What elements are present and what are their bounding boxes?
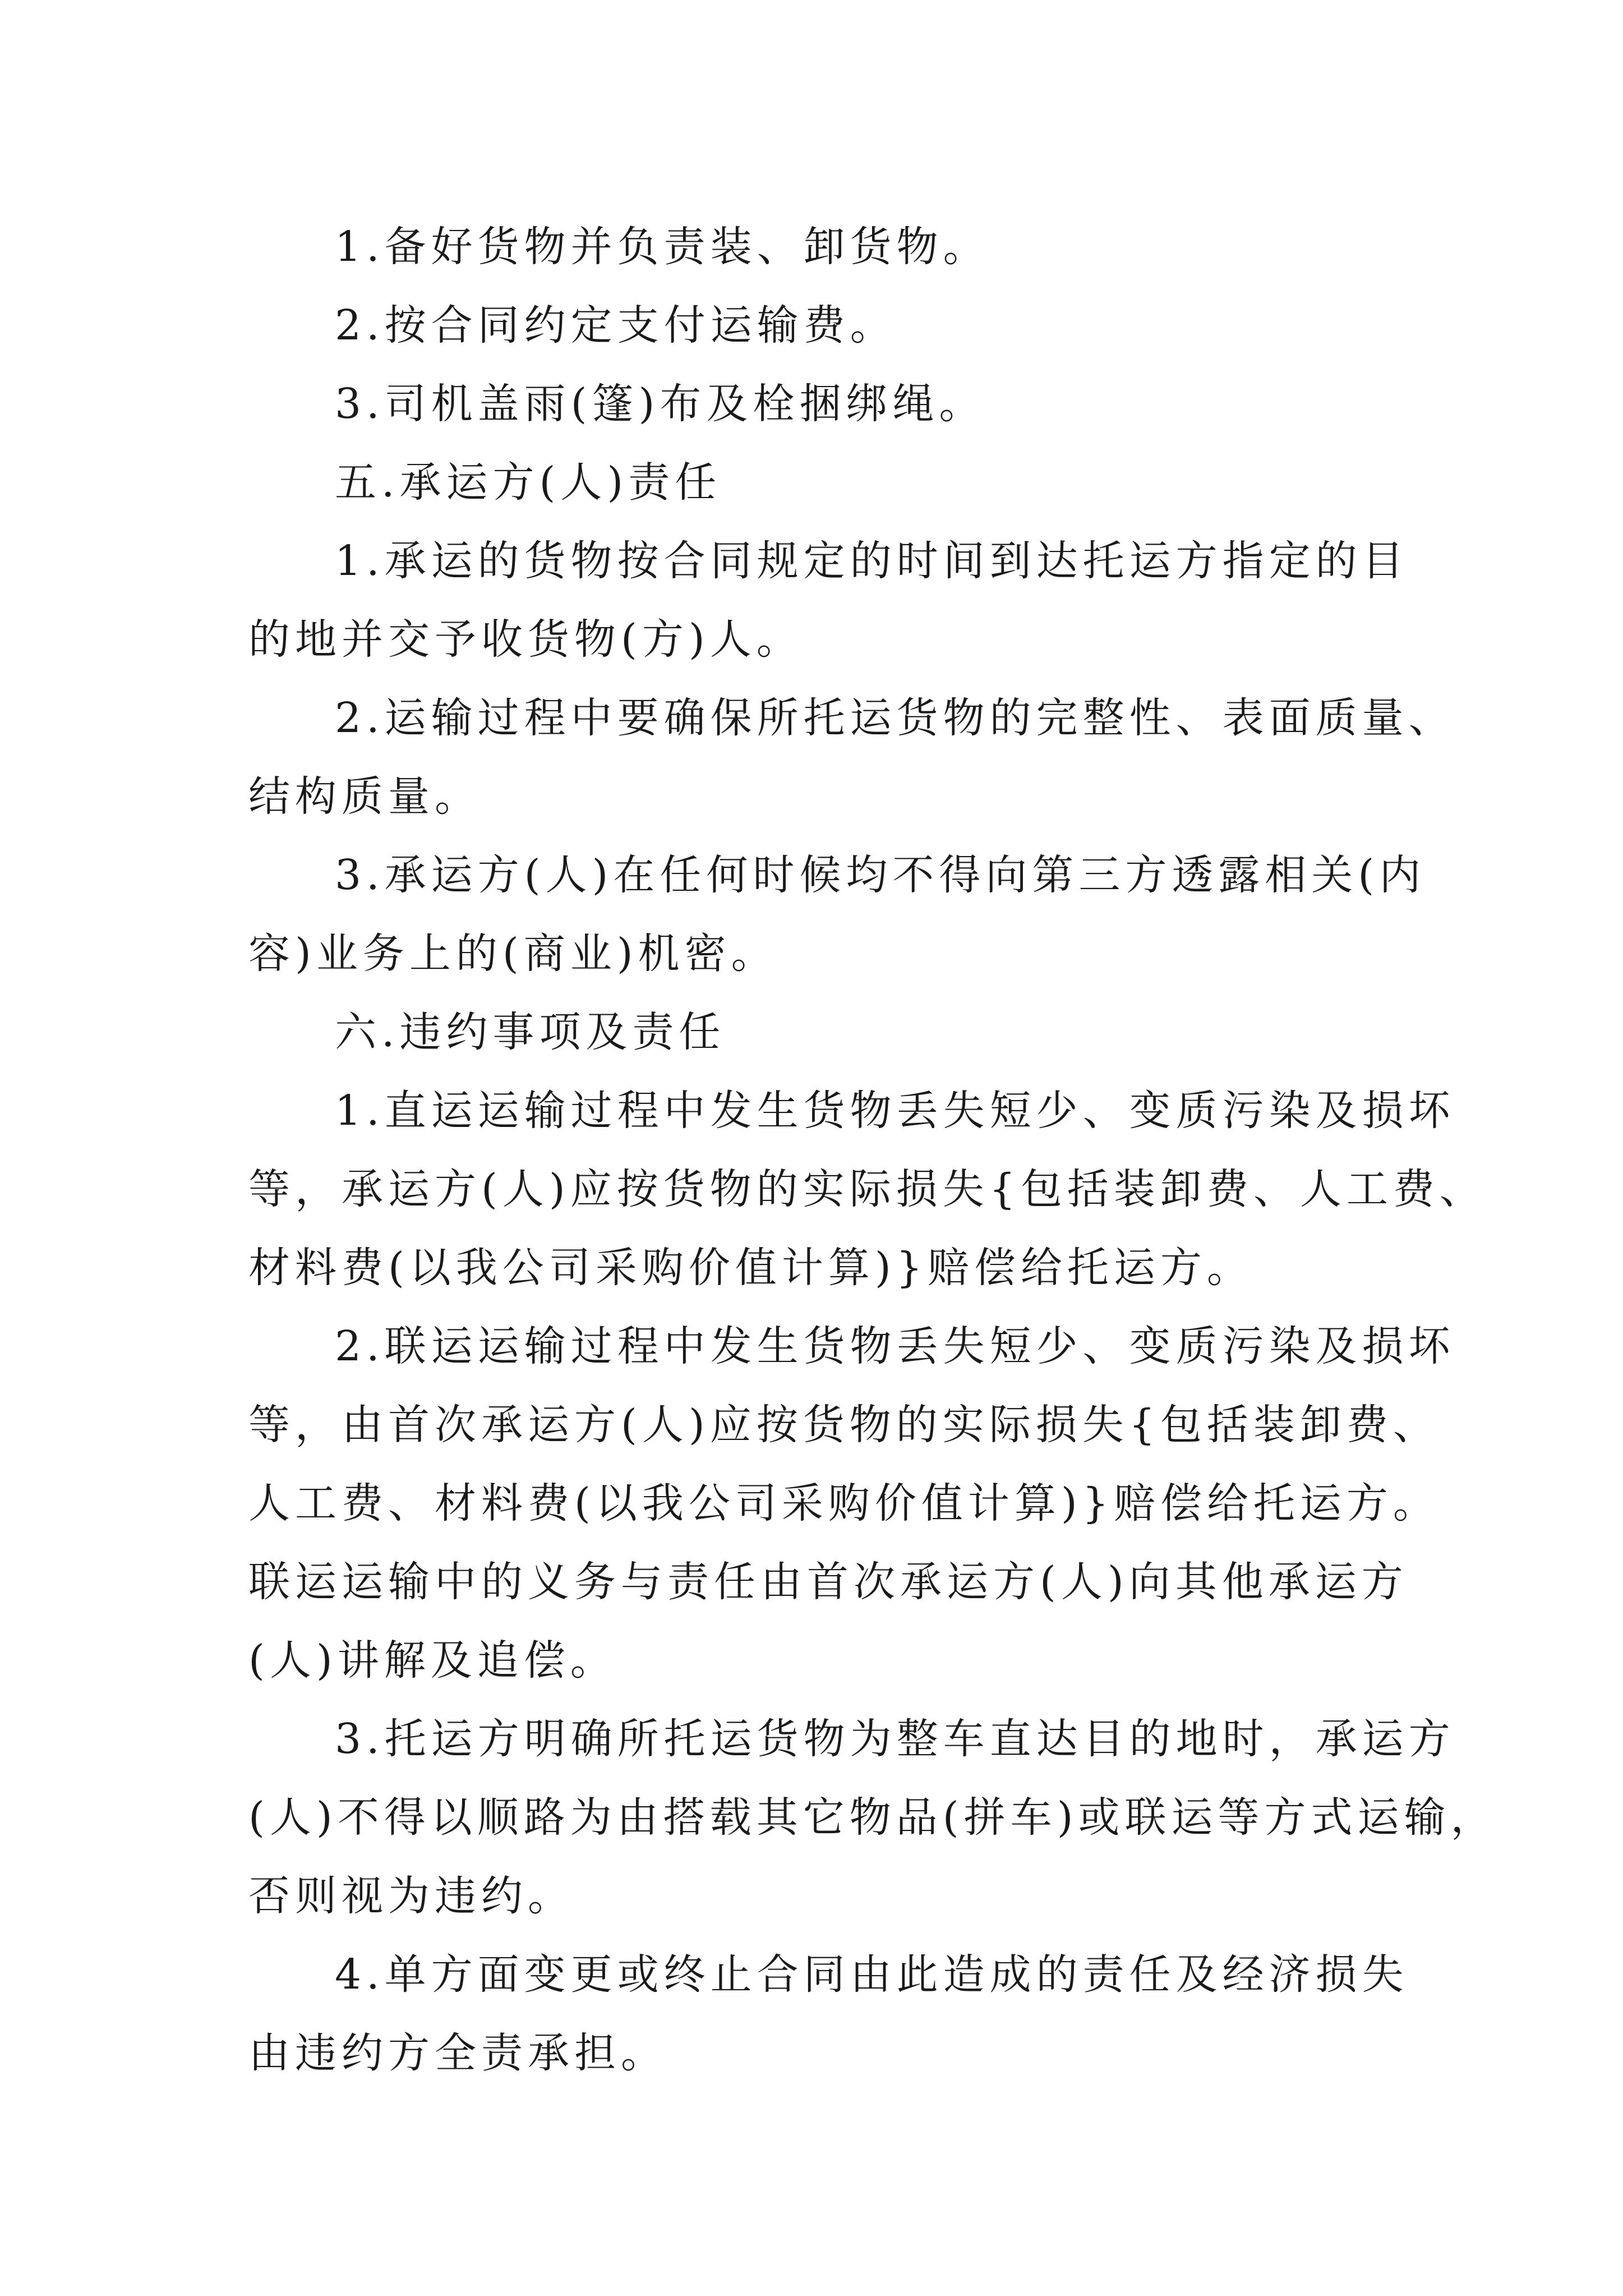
paragraph-line: (人)不得以顺路为由搭载其它物品(拼车)或联运等方式运输， (248, 1793, 1497, 1842)
paragraph-line: 1.直运运输过程中发生货物丢失短少、变质污染及损坏 (335, 1087, 1455, 1135)
paragraph-line: 4.单方面变更或终止合同由此造成的责任及经济损失 (335, 1950, 1409, 1999)
paragraph-line: 结构质量。 (248, 772, 481, 821)
list-item-cover-tarp: 3.司机盖雨(篷)布及栓捆绑绳。 (335, 380, 986, 428)
paragraph-line: 人工费、材料费(以我公司采购价值计算)}赔偿给托运方。 (248, 1479, 1440, 1527)
paragraph-line: (人)讲解及追偿。 (248, 1636, 617, 1685)
paragraph-line: 的地并交予收货物(方)人。 (248, 615, 803, 664)
list-item-pay-freight: 2.按合同约定支付运输费。 (335, 301, 897, 349)
list-item-prepare-goods: 1.备好货物并负责装、卸货物。 (335, 223, 990, 271)
paragraph-line: 容)业务上的(商业)机密。 (248, 930, 778, 978)
document-body (248, 208, 1497, 2092)
paragraph-line: 3.托运方明确所托运货物为整车直达目的地时，承运方 (335, 1715, 1455, 1763)
paragraph-line: 3.承运方(人)在任何时候均不得向第三方透露相关(内 (335, 851, 1426, 899)
paragraph-line: 否则视为违约。 (248, 1872, 574, 1920)
paragraph-line: 由违约方全责承担。 (248, 2029, 667, 2077)
paragraph-line: 联运运输中的义务与责任由首次承运方(人)向其他承运方 (248, 1558, 1408, 1606)
paragraph-line: 2.联运运输过程中发生货物丢失短少、变质污染及损坏 (335, 1322, 1455, 1370)
section-heading-breach-liability: 六.违约事项及责任 (335, 1008, 726, 1056)
paragraph-line: 等，承运方(人)应按货物的实际损失{包括装卸费、人工费、 (248, 1165, 1486, 1213)
section-heading-carrier-duties: 五.承运方(人)责任 (335, 458, 722, 507)
paragraph-line: 材料费(以我公司采购价值计算)}赔偿给托运方。 (248, 1244, 1253, 1292)
paragraph-line: 1.承运的货物按合同规定的时间到达托运方指定的目 (335, 537, 1409, 585)
paragraph-line: 2.运输过程中要确保所托运货物的完整性、表面质量、 (335, 694, 1455, 742)
paragraph-line: 等，由首次承运方(人)应按货物的实际损失{包括装卸费、 (248, 1401, 1440, 1449)
